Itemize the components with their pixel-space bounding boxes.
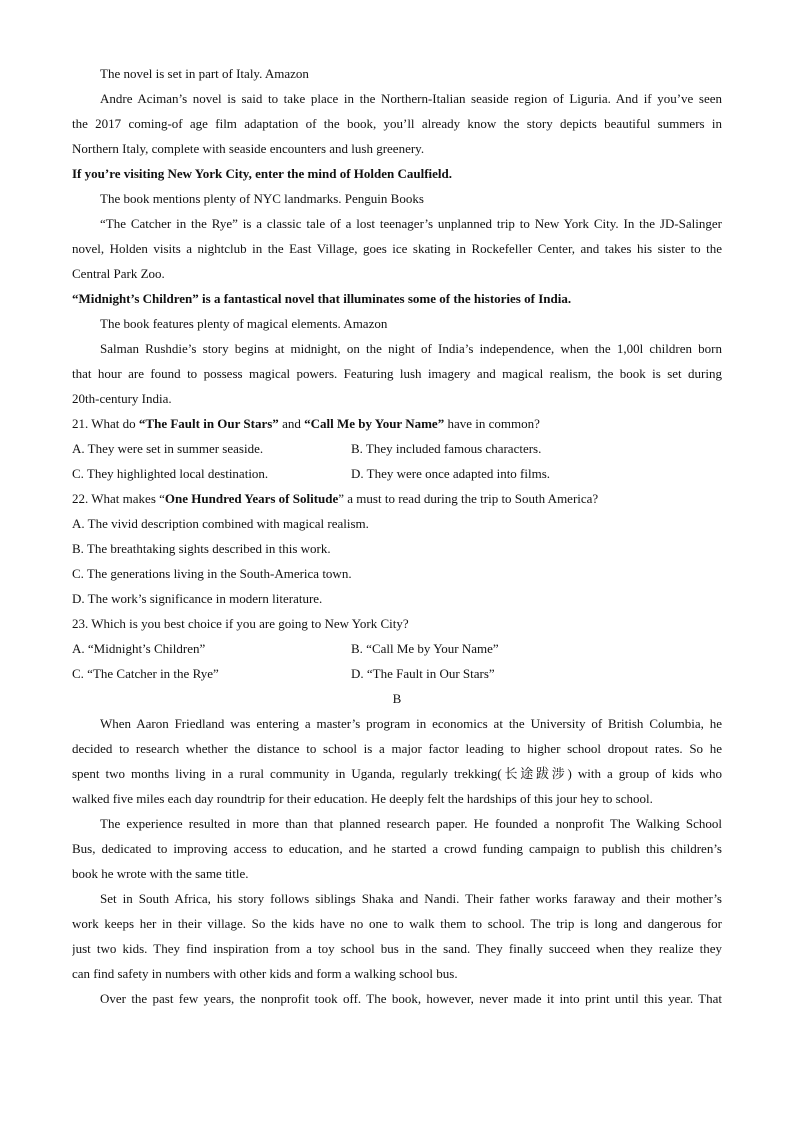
q23-option-b: B. “Call Me by Your Name”: [351, 641, 499, 656]
india-caption: The book features plenty of magical elements. Amazon: [100, 316, 388, 331]
section-b-paragraph-line: work keeps her in their village. So the kids have no one to walk them to school. The trip is long and dangerous for: [72, 916, 722, 931]
nyc-heading: If you’re visiting New York City, enter the mind of Holden Caulfield.: [72, 166, 453, 181]
q21-option-d: D. They were once adapted into films.: [351, 466, 551, 481]
india-paragraph-line: that hour are found to possess magical powers. Featuring lush imagery and magical realism, the book is set during: [72, 366, 722, 381]
question-23-stem: 23. Which is you best choice if you are going to New York City?: [72, 616, 409, 631]
nyc-paragraph-line: novel, Holden visits a nightclub in the East Village, goes ice skating in Rockefeller Center, and takes his sister to the: [72, 241, 722, 256]
q21-mid: and: [278, 416, 305, 431]
q21-title-1: “The Fault in Our Stars”: [138, 416, 279, 431]
q22-option-d: D. The work’s significance in modern literature.: [72, 591, 323, 606]
q22-suffix: ” a must to read during the trip to South America?: [338, 491, 599, 506]
q23-option-d: D. “The Fault in Our Stars”: [351, 666, 495, 681]
q21-title-2: “Call Me by Your Name”: [304, 416, 445, 431]
section-b-paragraph-line: decided to research whether the distance to school is a major factor leading to higher school dropout rates. So he: [72, 741, 722, 756]
q22-option-a: A. The vivid description combined with magical realism.: [72, 516, 369, 531]
question-22-stem: [72, 486, 722, 511]
section-b-paragraph-line: spent two months living in a rural community in Uganda, regularly trekking(长途跋涉) with a group of kids who: [72, 766, 722, 781]
italy-paragraph-line: the 2017 coming-of age film adaptation of the book, you’ll already know the story depicts beautiful summers in: [72, 116, 722, 131]
q22-option-c: C. The generations living in the South-America town.: [72, 566, 352, 581]
italy-paragraph-line: Andre Aciman’s novel is said to take place in the Northern-Italian seaside region of Liguria. And if you’ve seen: [100, 91, 722, 106]
nyc-paragraph-line: “The Catcher in the Rye” is a classic tale of a lost teenager’s unplanned trip to New York City. In the JD-Salinger: [100, 216, 722, 231]
q23-option-c: C. “The Catcher in the Rye”: [72, 666, 219, 681]
q22-option-b: B. The breathtaking sights described in this work.: [72, 541, 331, 556]
india-heading: “Midnight’s Children” is a fantastical novel that illuminates some of the histories of India.: [72, 291, 572, 306]
nyc-paragraph-line: Central Park Zoo.: [72, 266, 165, 281]
q21-suffix: have in common?: [444, 416, 540, 431]
q21-option-b: B. They included famous characters.: [351, 441, 542, 456]
section-b-paragraph-line: The experience resulted in more than that planned research paper. He founded a nonprofit The Walking School: [100, 816, 722, 831]
india-paragraph-line: 20th-century India.: [72, 391, 172, 406]
section-b-label: B: [392, 691, 402, 706]
italy-paragraph-line: Northern Italy, complete with seaside encounters and lush greenery.: [72, 141, 425, 156]
section-b-paragraph-line: walked five miles each day roundtrip for their education. He deeply felt the hardships of this jour hey to school.: [72, 791, 653, 806]
section-b-paragraph-line: Over the past few years, the nonprofit took off. The book, however, never made it into print until this year. That: [100, 991, 722, 1006]
italy-caption: The novel is set in part of Italy. Amazon: [100, 66, 309, 81]
q21-prefix: 21. What do: [72, 416, 139, 431]
india-paragraph-line: Salman Rushdie’s story begins at midnight, on the night of India’s independence, when the 1,00l children born: [100, 341, 722, 356]
section-b-paragraph-line: When Aaron Friedland was entering a master’s program in economics at the University of British Columbia, he: [100, 716, 722, 731]
section-b-paragraph-line: book he wrote with the same title.: [72, 866, 249, 881]
section-b-paragraph-line: can find safety in numbers with other kids and form a walking school bus.: [72, 966, 458, 981]
q22-title: One Hundred Years of Solitude: [164, 491, 339, 506]
section-b-paragraph-line: just two kids. They find inspiration from a toy school bus in the sand. They finally succeed when they realize they: [72, 941, 722, 956]
q23-option-a: A. “Midnight’s Children”: [72, 641, 206, 656]
section-b-paragraph-line: Bus, dedicated to improving access to education, and he started a crowd funding campaign to publish this children’s: [72, 841, 722, 856]
nyc-caption: The book mentions plenty of NYC landmarks. Penguin Books: [100, 191, 424, 206]
section-b-paragraph-line: Set in South Africa, his story follows siblings Shaka and Nandi. Their father works faraway and their mother’s: [100, 891, 722, 906]
question-21-stem: [72, 411, 722, 436]
q22-prefix: 22. What makes “: [72, 491, 165, 506]
q21-option-a: A. They were set in summer seaside.: [72, 441, 264, 456]
q21-option-c: C. They highlighted local destination.: [72, 466, 269, 481]
